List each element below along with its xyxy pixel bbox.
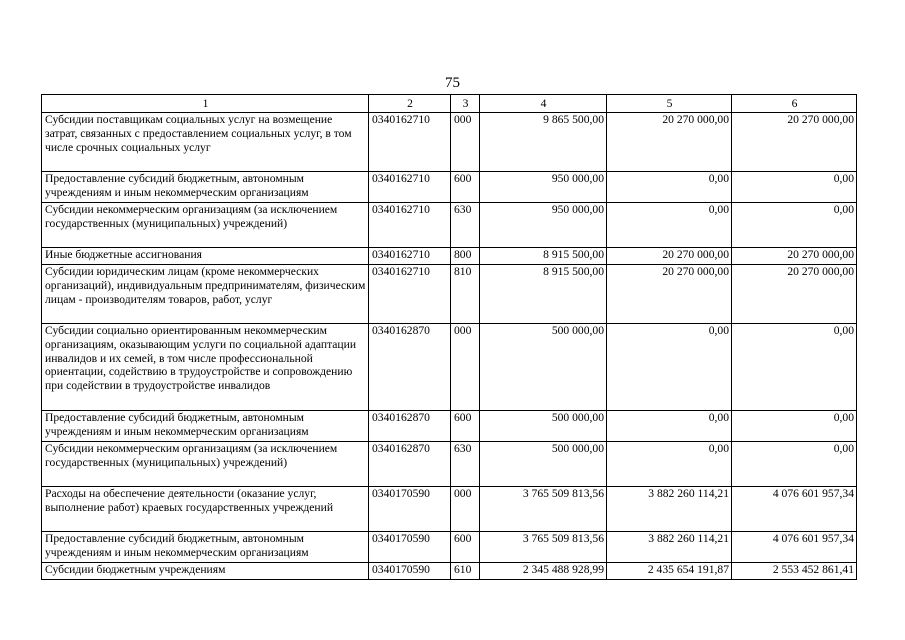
amount-cell: 500 000,00 xyxy=(480,324,607,411)
target-article-code-cell: 0340170590 xyxy=(369,487,451,532)
expense-name-cell: Субсидии некоммерческим организациям (за исключением государственных (муниципальных) учреждений) xyxy=(42,442,369,487)
amount-cell: 20 270 000,00 xyxy=(732,113,857,172)
target-article-code-cell: 0340162870 xyxy=(369,442,451,487)
target-article-code-cell: 0340162710 xyxy=(369,172,451,203)
expense-type-code-cell: 600 xyxy=(451,532,480,563)
amount-cell: 0,00 xyxy=(607,324,732,411)
amount-cell: 2 553 452 861,41 xyxy=(732,563,857,580)
column-header: 3 xyxy=(451,95,480,113)
table-row xyxy=(42,411,857,442)
budget-table xyxy=(41,94,857,580)
amount-cell: 0,00 xyxy=(607,411,732,442)
expense-type-code-cell: 600 xyxy=(451,411,480,442)
amount-cell: 4 076 601 957,34 xyxy=(732,532,857,563)
table-row xyxy=(42,203,857,248)
amount-cell: 3 882 260 114,21 xyxy=(607,532,732,563)
amount-cell: 0,00 xyxy=(732,411,857,442)
amount-cell: 950 000,00 xyxy=(480,203,607,248)
amount-cell: 20 270 000,00 xyxy=(732,265,857,324)
target-article-code-cell: 0340162870 xyxy=(369,411,451,442)
amount-cell: 0,00 xyxy=(732,442,857,487)
amount-cell: 0,00 xyxy=(607,203,732,248)
expense-type-code-cell: 630 xyxy=(451,442,480,487)
target-article-code-cell: 0340162710 xyxy=(369,203,451,248)
expense-type-code-cell: 000 xyxy=(451,113,480,172)
expense-type-code-cell: 600 xyxy=(451,172,480,203)
expense-name-cell: Субсидии поставщикам социальных услуг на возмещение затрат, связанных с предоставлением социальных услуг, в том числе срочных социальных услуг xyxy=(42,113,369,172)
table-row xyxy=(42,563,857,580)
column-header: 1 xyxy=(42,95,369,113)
target-article-code-cell: 0340170590 xyxy=(369,532,451,563)
page-number: 75 xyxy=(445,75,460,91)
amount-cell: 500 000,00 xyxy=(480,411,607,442)
amount-cell: 0,00 xyxy=(607,442,732,487)
amount-cell: 0,00 xyxy=(732,172,857,203)
table-row xyxy=(42,113,857,172)
amount-cell: 3 765 509 813,56 xyxy=(480,532,607,563)
amount-cell: 500 000,00 xyxy=(480,442,607,487)
expense-name-cell: Субсидии социально ориентированным некоммерческим организациям, оказывающим услуги по социальной адаптации инвалидов и их семей, в том числе профессиональной ориентации, содействию в трудоустройстве и сопровождению при содействии в трудоустройстве инвалидов xyxy=(42,324,369,411)
expense-name-cell: Предоставление субсидий бюджетным, автономным учреждениям и иным некоммерческим организациям xyxy=(42,172,369,203)
column-header: 5 xyxy=(607,95,732,113)
column-number-header-row xyxy=(42,95,857,113)
amount-cell: 20 270 000,00 xyxy=(607,113,732,172)
amount-cell: 20 270 000,00 xyxy=(732,248,857,265)
expense-name-cell: Субсидии юридическим лицам (кроме некоммерческих организаций), индивидуальным предпринимателям, физическим лицам - производителям товаров, работ, услуг xyxy=(42,265,369,324)
table-row xyxy=(42,248,857,265)
amount-cell: 20 270 000,00 xyxy=(607,248,732,265)
target-article-code-cell: 0340162710 xyxy=(369,265,451,324)
expense-type-code-cell: 810 xyxy=(451,265,480,324)
amount-cell: 9 865 500,00 xyxy=(480,113,607,172)
expense-name-cell: Иные бюджетные ассигнования xyxy=(42,248,369,265)
expense-name-cell: Субсидии некоммерческим организациям (за исключением государственных (муниципальных) учреждений) xyxy=(42,203,369,248)
amount-cell: 3 882 260 114,21 xyxy=(607,487,732,532)
table-row xyxy=(42,265,857,324)
expense-type-code-cell: 000 xyxy=(451,487,480,532)
column-header: 2 xyxy=(369,95,451,113)
amount-cell: 4 076 601 957,34 xyxy=(732,487,857,532)
target-article-code-cell: 0340170590 xyxy=(369,563,451,580)
table-row xyxy=(42,487,857,532)
expense-name-cell: Субсидии бюджетным учреждениям xyxy=(42,563,369,580)
amount-cell: 8 915 500,00 xyxy=(480,248,607,265)
column-header: 4 xyxy=(480,95,607,113)
table-row xyxy=(42,442,857,487)
expense-type-code-cell: 000 xyxy=(451,324,480,411)
amount-cell: 950 000,00 xyxy=(480,172,607,203)
amount-cell: 0,00 xyxy=(607,172,732,203)
target-article-code-cell: 0340162710 xyxy=(369,113,451,172)
table-row xyxy=(42,324,857,411)
column-header: 6 xyxy=(732,95,857,113)
expense-name-cell: Предоставление субсидий бюджетным, автономным учреждениям и иным некоммерческим организациям xyxy=(42,532,369,563)
target-article-code-cell: 0340162710 xyxy=(369,248,451,265)
target-article-code-cell: 0340162870 xyxy=(369,324,451,411)
amount-cell: 8 915 500,00 xyxy=(480,265,607,324)
amount-cell: 2 435 654 191,87 xyxy=(607,563,732,580)
table-row xyxy=(42,532,857,563)
expense-name-cell: Предоставление субсидий бюджетным, автономным учреждениям и иным некоммерческим организациям xyxy=(42,411,369,442)
amount-cell: 20 270 000,00 xyxy=(607,265,732,324)
expense-type-code-cell: 800 xyxy=(451,248,480,265)
expense-type-code-cell: 610 xyxy=(451,563,480,580)
amount-cell: 3 765 509 813,56 xyxy=(480,487,607,532)
expense-name-cell: Расходы на обеспечение деятельности (оказание услуг, выполнение работ) краевых государственных учреждений xyxy=(42,487,369,532)
amount-cell: 2 345 488 928,99 xyxy=(480,563,607,580)
table-row xyxy=(42,172,857,203)
expense-type-code-cell: 630 xyxy=(451,203,480,248)
amount-cell: 0,00 xyxy=(732,203,857,248)
amount-cell: 0,00 xyxy=(732,324,857,411)
